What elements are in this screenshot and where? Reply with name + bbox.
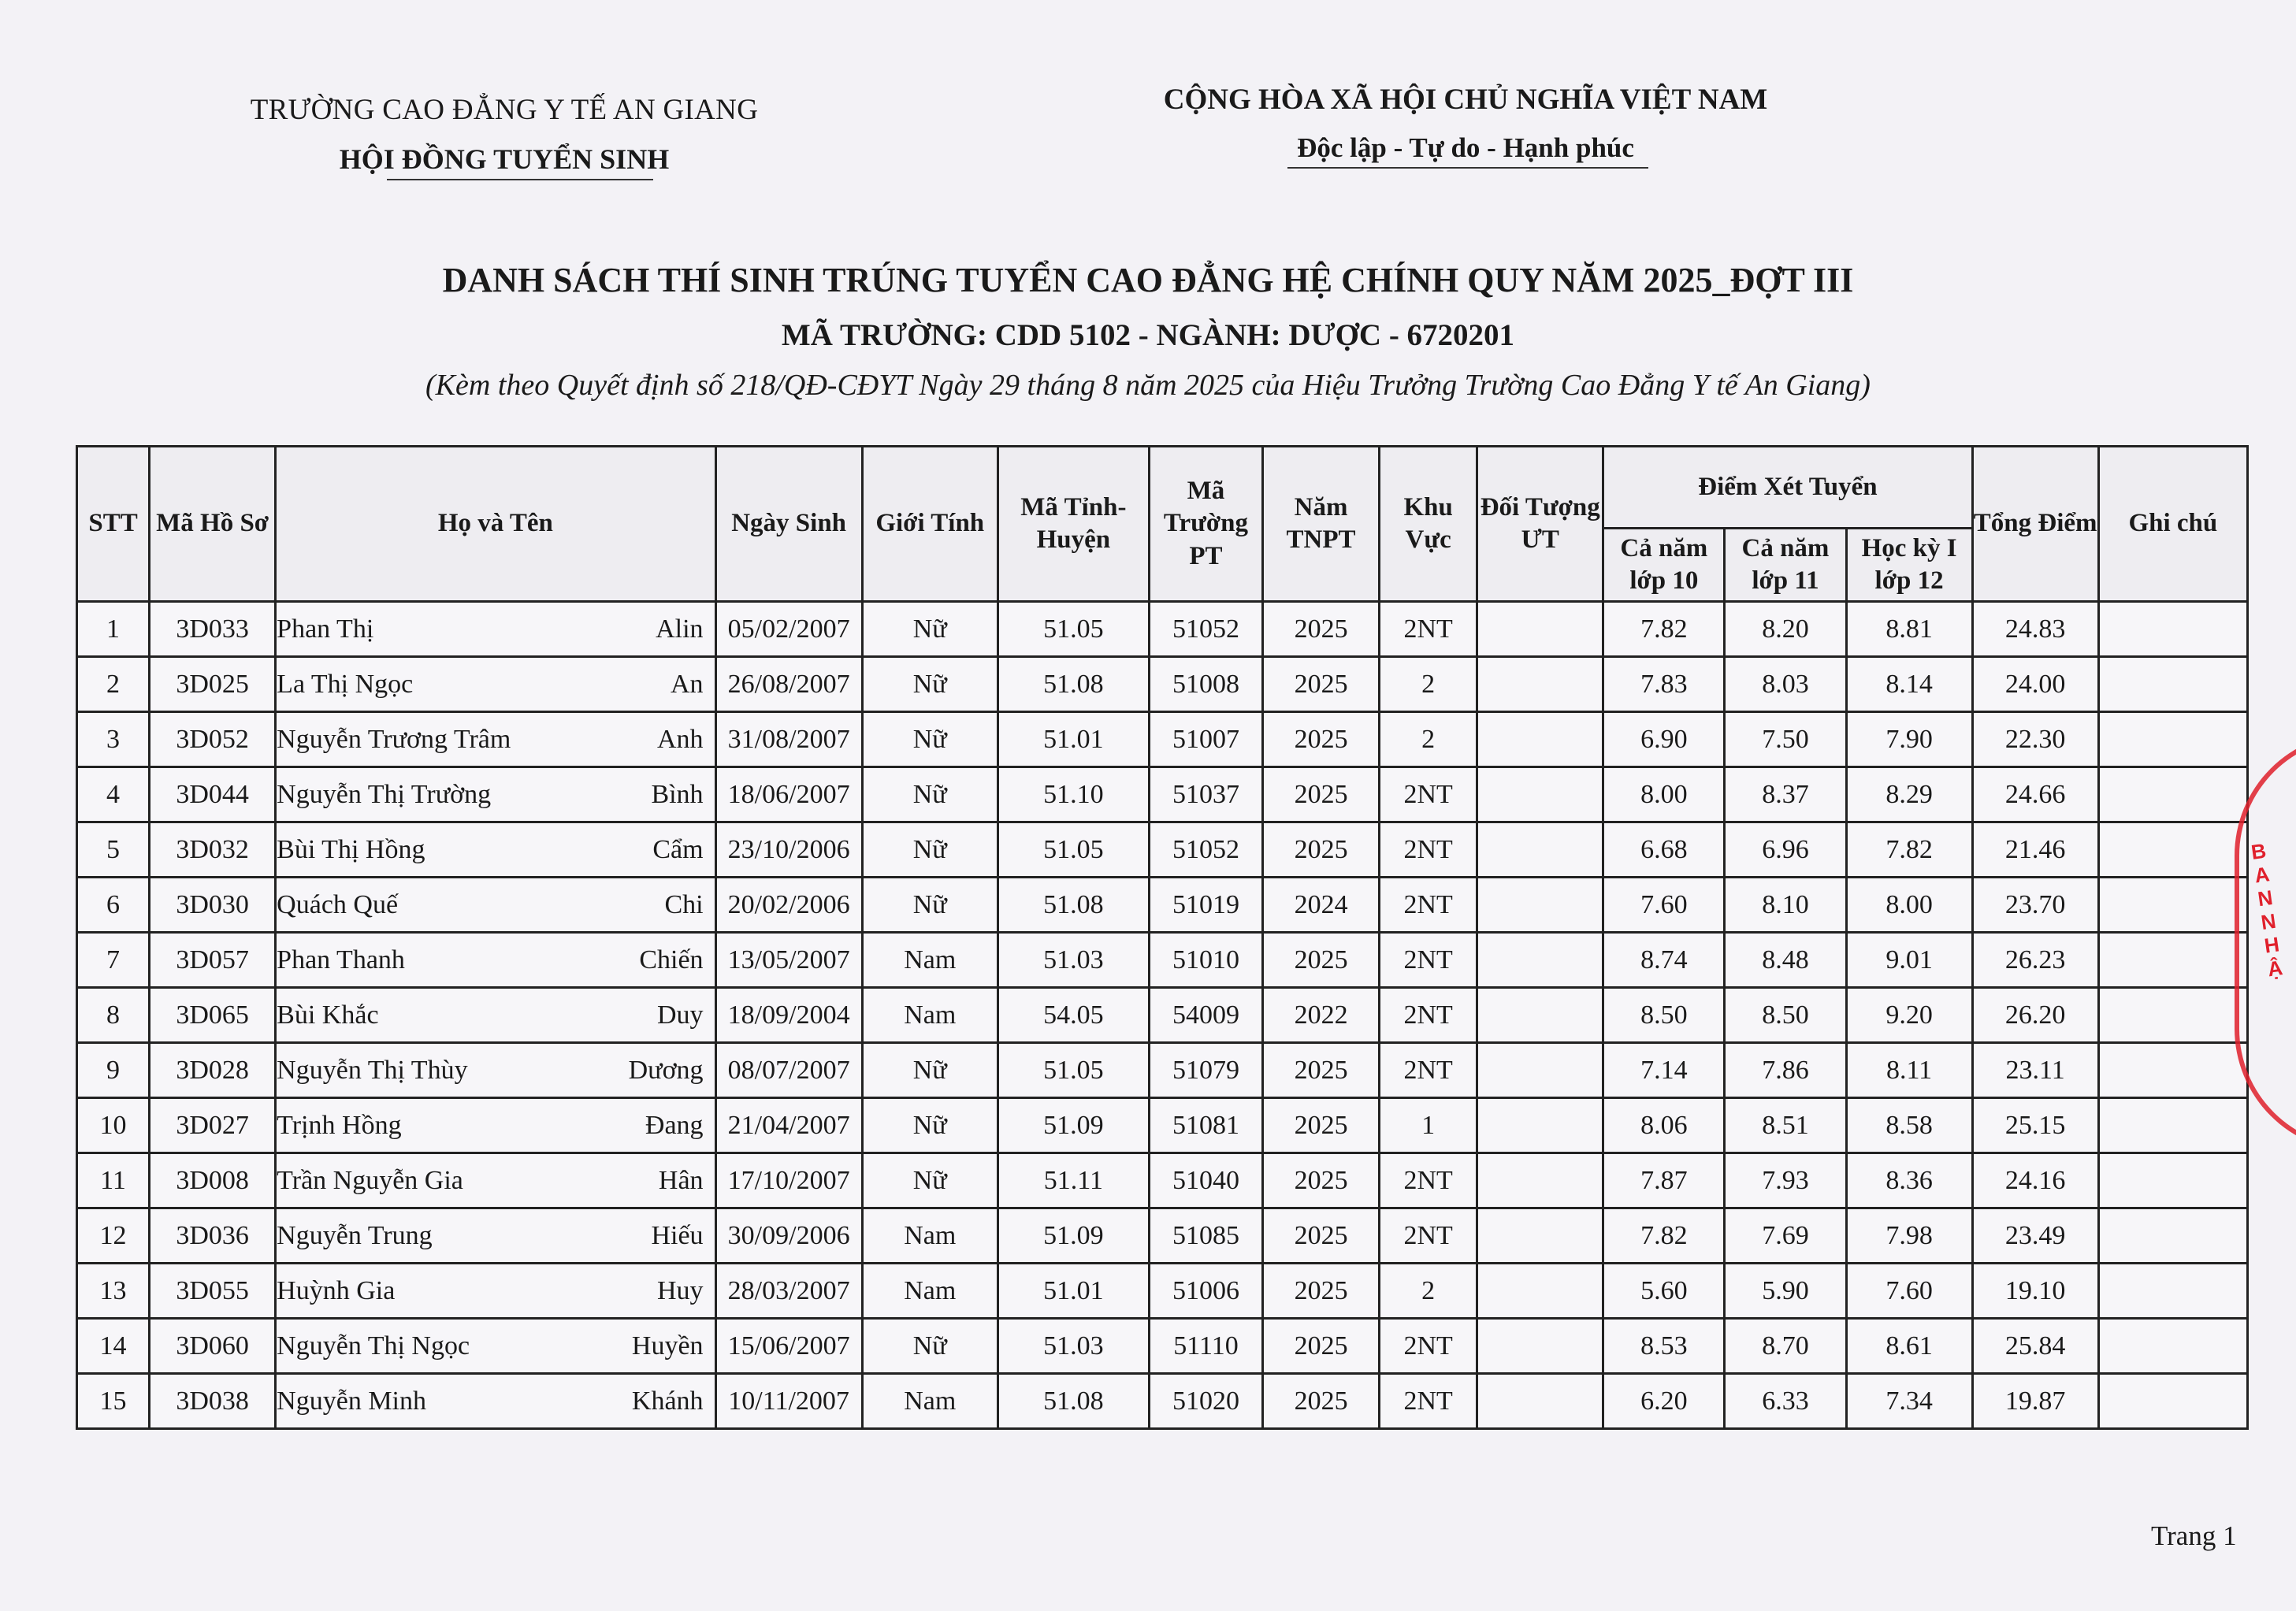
cell-tong: 19.10 [1972,1264,2098,1319]
cell-gt: Nam [862,988,998,1043]
cell-ghi [2098,878,2247,933]
cell-ghi [2098,767,2247,822]
cell-ho-ten [276,933,715,988]
cell-ma: 3D028 [150,1043,276,1098]
school-name: TRƯỜNG CAO ĐẲNG Y TẾ AN GIANG [250,94,759,126]
cell-l12: 9.20 [1846,988,1972,1043]
cell-l11: 8.51 [1725,1098,1846,1153]
cell-ma: 3D027 [150,1098,276,1153]
table-row [77,767,2248,822]
cell-ngay: 08/07/2007 [715,1043,862,1098]
family-name: Phan Thanh [277,945,405,974]
col-diem-xet-tuyen: Điểm Xét Tuyển [1603,447,1972,529]
cell-l10: 7.14 [1603,1043,1725,1098]
cell-l11: 7.69 [1725,1208,1846,1264]
cell-ho-ten [276,988,715,1043]
cell-dt [1477,657,1603,712]
cell-ma: 3D060 [150,1319,276,1374]
cell-kv: 2NT [1380,822,1477,878]
cell-ghi [2098,988,2247,1043]
cell-l10: 6.90 [1603,712,1725,767]
cell-ma: 3D065 [150,988,276,1043]
cell-nam: 2025 [1263,822,1380,878]
cell-ho-ten [276,712,715,767]
cell-l11: 8.37 [1725,767,1846,822]
cell-kv: 2NT [1380,878,1477,933]
cell-gt: Nữ [862,878,998,933]
table-row [77,933,2248,988]
cell-dt [1477,1319,1603,1374]
cell-gt: Nữ [862,1153,998,1208]
cell-dt [1477,1153,1603,1208]
table-row [77,1264,2248,1319]
cell-tong: 19.87 [1972,1374,2098,1429]
cell-tinh: 51.01 [998,1264,1149,1319]
cell-nam: 2025 [1263,1153,1380,1208]
cell-nam: 2025 [1263,1098,1380,1153]
cell-gt: Nữ [862,602,998,657]
page-number: Trang 1 [2151,1520,2237,1551]
cell-ngay: 17/10/2007 [715,1153,862,1208]
admission-board: HỘI ĐỒNG TUYỂN SINH [339,143,670,175]
cell-gt: Nữ [862,712,998,767]
given-name: Chi [664,889,704,919]
cell-kv: 2 [1380,657,1477,712]
cell-ngay: 10/11/2007 [715,1374,862,1429]
cell-ghi [2098,1208,2247,1264]
cell-kv: 2NT [1380,1043,1477,1098]
family-name: Nguyễn Trương Trâm [277,724,511,754]
cell-gt: Nam [862,933,998,988]
cell-l11: 6.33 [1725,1374,1846,1429]
cell-ma: 3D033 [150,602,276,657]
cell-l12: 7.82 [1846,822,1972,878]
cell-gt: Nữ [862,1319,998,1374]
family-name: Nguyễn Thị Thùy [277,1055,468,1085]
cell-nam: 2022 [1263,988,1380,1043]
cell-ghi [2098,1153,2247,1208]
cell-tinh: 51.11 [998,1153,1149,1208]
cell-truong: 51037 [1149,767,1262,822]
col-ca-nam-11: Cả năm lớp 11 [1725,529,1846,602]
cell-truong: 51040 [1149,1153,1262,1208]
given-name: Chiến [639,945,704,974]
cell-tinh: 51.05 [998,822,1149,878]
cell-ho-ten [276,1374,715,1429]
cell-ngay: 30/09/2006 [715,1208,862,1264]
cell-gt: Nữ [862,822,998,878]
given-name: Alin [656,614,704,644]
cell-tinh: 54.05 [998,988,1149,1043]
cell-gt: Nam [862,1374,998,1429]
given-name: Cẩm [652,834,704,864]
cell-l10: 7.83 [1603,657,1725,712]
cell-ho-ten [276,1319,715,1374]
table-row [77,657,2248,712]
cell-truong: 51006 [1149,1264,1262,1319]
cell-kv: 2NT [1380,602,1477,657]
cell-ghi [2098,1319,2247,1374]
cell-ho-ten [276,657,715,712]
col-ma-truong-pt: Mã Trường PT [1149,447,1262,602]
cell-ho-ten [276,822,715,878]
table-row [77,712,2248,767]
cell-nam: 2025 [1263,1374,1380,1429]
col-ghi-chu: Ghi chú [2098,447,2247,602]
cell-truong: 51007 [1149,712,1262,767]
cell-ngay: 20/02/2006 [715,878,862,933]
given-name: Dương [628,1055,704,1085]
family-name: Nguyễn Minh [277,1386,426,1416]
cell-truong: 51020 [1149,1374,1262,1429]
given-name: An [671,669,704,699]
document-title: DANH SÁCH THÍ SINH TRÚNG TUYỂN CAO ĐẲNG HỆ CHÍNH QUY NĂM 2025_ĐỢT III [442,261,1854,299]
given-name: Hiếu [651,1220,704,1250]
cell-l12: 8.29 [1846,767,1972,822]
cell-l10: 5.60 [1603,1264,1725,1319]
cell-l12: 7.34 [1846,1374,1972,1429]
cell-tong: 26.20 [1972,988,2098,1043]
cell-kv: 2 [1380,712,1477,767]
cell-gt: Nam [862,1208,998,1264]
col-khu-vuc: Khu Vực [1380,447,1477,602]
family-name: Huỳnh Gia [277,1275,396,1305]
cell-ngay: 23/10/2006 [715,822,862,878]
cell-ho-ten [276,1153,715,1208]
cell-l12: 8.14 [1846,657,1972,712]
cell-tong: 25.84 [1972,1319,2098,1374]
cell-truong: 51110 [1149,1319,1262,1374]
cell-ngay: 21/04/2007 [715,1098,862,1153]
cell-l11: 8.50 [1725,988,1846,1043]
cell-truong: 51052 [1149,602,1262,657]
family-name: Nguyễn Thị Trường [277,779,492,809]
cell-nam: 2025 [1263,1043,1380,1098]
table-row [77,1374,2248,1429]
col-ca-nam-10: Cả năm lớp 10 [1603,529,1725,602]
cell-tinh: 51.05 [998,1043,1149,1098]
cell-l12: 8.58 [1846,1098,1972,1153]
cell-dt [1477,602,1603,657]
cell-stt: 15 [77,1374,150,1429]
cell-tinh: 51.05 [998,602,1149,657]
cell-ma: 3D030 [150,878,276,933]
cell-l12: 8.36 [1846,1153,1972,1208]
given-name: Khánh [631,1386,704,1416]
cell-gt: Nữ [862,1098,998,1153]
cell-dt [1477,1264,1603,1319]
cell-l10: 8.53 [1603,1319,1725,1374]
cell-tinh: 51.08 [998,1374,1149,1429]
given-name: Hân [658,1165,704,1195]
cell-tinh: 51.09 [998,1208,1149,1264]
cell-gt: Nữ [862,1043,998,1098]
cell-ma: 3D055 [150,1264,276,1319]
header-right [1127,83,1804,164]
cell-kv: 2 [1380,1264,1477,1319]
cell-ma: 3D057 [150,933,276,988]
national-motto: Độc lập - Tự do - Hạnh phúc [1297,132,1634,163]
family-name: Quách Quế [277,889,399,919]
table-row [77,1098,2248,1153]
cell-kv: 2NT [1380,1208,1477,1264]
family-name: Bùi Thị Hồng [277,834,425,864]
cell-nam: 2025 [1263,767,1380,822]
cell-nam: 2025 [1263,1208,1380,1264]
cell-nam: 2025 [1263,657,1380,712]
cell-ghi [2098,1098,2247,1153]
cell-kv: 2NT [1380,933,1477,988]
given-name: Huy [657,1275,704,1305]
cell-nam: 2024 [1263,878,1380,933]
cell-l12: 9.01 [1846,933,1972,988]
cell-ho-ten [276,1043,715,1098]
cell-tinh: 51.03 [998,1319,1149,1374]
document-subtitle: MÃ TRƯỜNG: CDD 5102 - NGÀNH: DƯỢC - 6720201 [781,318,1515,352]
cell-l11: 8.48 [1725,933,1846,988]
cell-gt: Nam [862,1264,998,1319]
col-doi-tuong-ut: Đối Tượng ƯT [1477,447,1603,602]
family-name: La Thị Ngọc [277,669,414,699]
table-body [77,602,2248,1429]
cell-ghi [2098,933,2247,988]
cell-l10: 7.87 [1603,1153,1725,1208]
cell-kv: 2NT [1380,1374,1477,1429]
cell-ho-ten [276,1264,715,1319]
cell-l11: 5.90 [1725,1264,1846,1319]
cell-l10: 8.00 [1603,767,1725,822]
cell-l12: 8.00 [1846,878,1972,933]
cell-nam: 2025 [1263,1319,1380,1374]
cell-stt: 2 [77,657,150,712]
cell-ho-ten [276,767,715,822]
given-name: Duy [657,1000,704,1030]
cell-l10: 8.74 [1603,933,1725,988]
cell-ma: 3D032 [150,822,276,878]
cell-l10: 7.82 [1603,1208,1725,1264]
col-gioi-tinh: Giới Tính [862,447,998,602]
cell-l11: 7.50 [1725,712,1846,767]
cell-truong: 51052 [1149,822,1262,878]
cell-truong: 51019 [1149,878,1262,933]
cell-l10: 8.50 [1603,988,1725,1043]
cell-tong: 25.15 [1972,1098,2098,1153]
cell-dt [1477,822,1603,878]
cell-ngay: 18/06/2007 [715,767,862,822]
cell-l11: 8.20 [1725,602,1846,657]
cell-nam: 2025 [1263,602,1380,657]
cell-ma: 3D036 [150,1208,276,1264]
col-ma-tinh-huyen: Mã Tỉnh-Huyện [998,447,1149,602]
cell-dt [1477,1208,1603,1264]
cell-tinh: 51.08 [998,657,1149,712]
cell-dt [1477,1374,1603,1429]
cell-ma: 3D052 [150,712,276,767]
cell-ngay: 18/09/2004 [715,988,862,1043]
col-stt: STT [77,447,150,602]
cell-tong: 22.30 [1972,712,2098,767]
cell-dt [1477,1098,1603,1153]
cell-truong: 51079 [1149,1043,1262,1098]
cell-dt [1477,878,1603,933]
family-name: Trịnh Hồng [277,1110,402,1140]
cell-stt: 7 [77,933,150,988]
col-ngay-sinh: Ngày Sinh [715,447,862,602]
cell-ghi [2098,657,2247,712]
cell-stt: 8 [77,988,150,1043]
cell-l11: 6.96 [1725,822,1846,878]
cell-ngay: 05/02/2007 [715,602,862,657]
cell-tong: 23.49 [1972,1208,2098,1264]
cell-gt: Nữ [862,657,998,712]
cell-tinh: 51.08 [998,878,1149,933]
given-name: Đang [645,1110,704,1140]
cell-stt: 4 [77,767,150,822]
family-name: Bùi Khắc [277,1000,379,1030]
cell-l12: 7.90 [1846,712,1972,767]
cell-l11: 8.10 [1725,878,1846,933]
cell-l10: 6.68 [1603,822,1725,878]
cell-kv: 2NT [1380,988,1477,1043]
cell-ghi [2098,1374,2247,1429]
cell-l12: 7.60 [1846,1264,1972,1319]
cell-truong: 51085 [1149,1208,1262,1264]
cell-l10: 6.20 [1603,1374,1725,1429]
cell-tong: 23.11 [1972,1043,2098,1098]
col-tong-diem: Tổng Điểm [1972,447,2098,602]
cell-dt [1477,1043,1603,1098]
cell-truong: 51081 [1149,1098,1262,1153]
cell-truong: 54009 [1149,988,1262,1043]
cell-stt: 10 [77,1098,150,1153]
cell-stt: 5 [77,822,150,878]
cell-tong: 23.70 [1972,878,2098,933]
cell-stt: 3 [77,712,150,767]
cell-tong: 24.16 [1972,1153,2098,1208]
cell-dt [1477,712,1603,767]
cell-l12: 8.11 [1846,1043,1972,1098]
cell-dt [1477,988,1603,1043]
cell-stt: 1 [77,602,150,657]
cell-ghi [2098,1043,2247,1098]
nation-name: CỘNG HÒA XÃ HỘI CHỦ NGHĨA VIỆT NAM [1163,84,1768,116]
decision-reference: (Kèm theo Quyết định số 218/QĐ-CĐYT Ngày 29 tháng 8 năm 2025 của Hiệu Trưởng Trường Cao Đẳng Y tế An Giang) [425,369,1871,402]
col-hk1-12: Học kỳ I lớp 12 [1846,529,1972,602]
cell-ngay: 31/08/2007 [715,712,862,767]
cell-dt [1477,767,1603,822]
cell-stt: 14 [77,1319,150,1374]
table-row [77,1319,2248,1374]
col-ho-ten: Họ và Tên [276,447,715,602]
family-name: Trần Nguyễn Gia [277,1165,463,1195]
cell-stt: 6 [77,878,150,933]
cell-stt: 11 [77,1153,150,1208]
cell-ma: 3D038 [150,1374,276,1429]
col-nam-tnpt: Năm TNPT [1263,447,1380,602]
given-name: Bình [651,779,704,809]
given-name: Anh [657,724,704,754]
cell-ngay: 15/06/2007 [715,1319,862,1374]
cell-ma: 3D008 [150,1153,276,1208]
cell-stt: 9 [77,1043,150,1098]
table-row [77,602,2248,657]
cell-stt: 13 [77,1264,150,1319]
header-left [236,93,772,176]
cell-l11: 8.03 [1725,657,1846,712]
table-row [77,988,2248,1043]
cell-ho-ten [276,602,715,657]
cell-ho-ten [276,878,715,933]
cell-l11: 7.86 [1725,1043,1846,1098]
cell-ho-ten [276,1208,715,1264]
cell-gt: Nữ [862,767,998,822]
table-row [77,822,2248,878]
cell-tong: 24.00 [1972,657,2098,712]
cell-kv: 1 [1380,1098,1477,1153]
family-name: Nguyễn Thị Ngọc [277,1331,470,1360]
cell-l10: 7.82 [1603,602,1725,657]
cell-l11: 7.93 [1725,1153,1846,1208]
cell-tong: 26.23 [1972,933,2098,988]
cell-kv: 2NT [1380,1319,1477,1374]
cell-l11: 8.70 [1725,1319,1846,1374]
cell-kv: 2NT [1380,767,1477,822]
given-name: Huyền [631,1331,704,1360]
cell-ho-ten [276,1098,715,1153]
cell-tinh: 51.09 [998,1098,1149,1153]
cell-ghi [2098,822,2247,878]
table-row [77,1153,2248,1208]
cell-ghi [2098,602,2247,657]
cell-l12: 8.61 [1846,1319,1972,1374]
cell-nam: 2025 [1263,712,1380,767]
stamp-lettering: B A N N H Ậ [2250,838,2284,982]
cell-nam: 2025 [1263,1264,1380,1319]
cell-stt: 12 [77,1208,150,1264]
cell-ngay: 28/03/2007 [715,1264,862,1319]
cell-ma: 3D025 [150,657,276,712]
family-name: Phan Thị [277,614,374,644]
cell-tinh: 51.01 [998,712,1149,767]
cell-tong: 24.66 [1972,767,2098,822]
cell-l10: 7.60 [1603,878,1725,933]
cell-truong: 51010 [1149,933,1262,988]
col-ma-ho-so: Mã Hồ Sơ [150,447,276,602]
cell-tong: 21.46 [1972,822,2098,878]
cell-ngay: 13/05/2007 [715,933,862,988]
cell-dt [1477,933,1603,988]
cell-l12: 8.81 [1846,602,1972,657]
cell-ghi [2098,712,2247,767]
cell-ngay: 26/08/2007 [715,657,862,712]
cell-nam: 2025 [1263,933,1380,988]
cell-l12: 7.98 [1846,1208,1972,1264]
cell-ghi [2098,1264,2247,1319]
cell-truong: 51008 [1149,657,1262,712]
cell-tong: 24.83 [1972,602,2098,657]
family-name: Nguyễn Trung [277,1220,433,1250]
table-row [77,1208,2248,1264]
table-row [77,1043,2248,1098]
cell-ma: 3D044 [150,767,276,822]
cell-tinh: 51.10 [998,767,1149,822]
cell-kv: 2NT [1380,1153,1477,1208]
cell-l10: 8.06 [1603,1098,1725,1153]
table-row [77,878,2248,933]
admission-table [76,445,2249,1430]
cell-tinh: 51.03 [998,933,1149,988]
